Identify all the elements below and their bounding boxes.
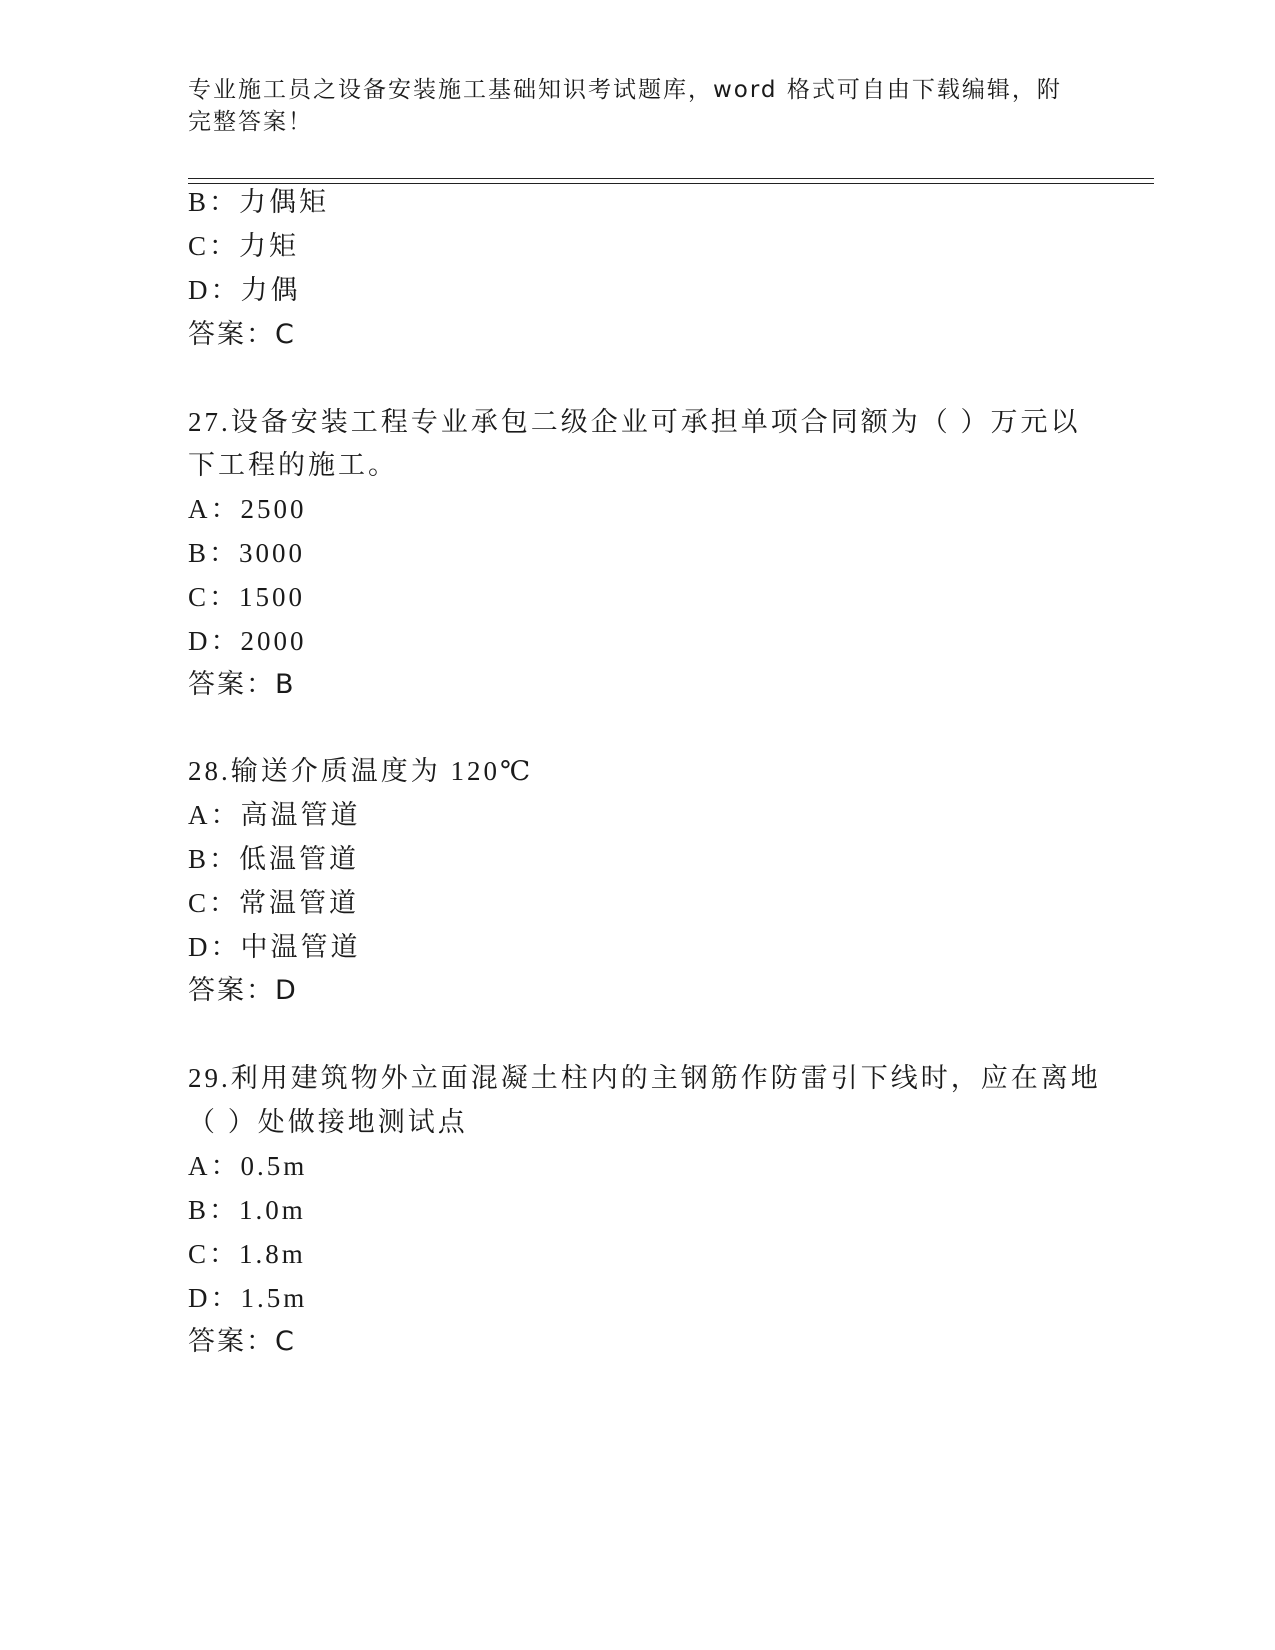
document-header	[188, 74, 1068, 138]
q29-option-b: B：1.0m	[188, 1195, 306, 1225]
q26-answer: 答案：C	[188, 319, 296, 350]
q28-option-b: B：低温管道	[188, 844, 360, 874]
header-rule-top	[188, 178, 1154, 179]
q27-option-c: C：1500	[188, 582, 306, 612]
q27-option-a: A：2500	[188, 494, 307, 524]
q29-answer: 答案：C	[188, 1326, 296, 1357]
q29-option-a: A：0.5m	[188, 1151, 308, 1181]
q27-answer: 答案：B	[188, 669, 296, 700]
q26-option-b: B：力偶矩	[188, 187, 330, 217]
q28-stem-line1: 28.输送介质温度为 120℃	[188, 756, 534, 786]
header-rule-bottom	[188, 183, 1154, 184]
q27-option-d: D：2000	[188, 626, 307, 656]
q28-answer: 答案：D	[188, 975, 298, 1006]
header-text: 专业施工员之设备安装施工基础知识考试题库，word 格式可自由下载编辑，附完整答案！	[188, 77, 1062, 135]
q28-option-c: C：常温管道	[188, 888, 360, 918]
q27-stem-line2: 下工程的施工。	[188, 450, 398, 480]
q27-option-b: B：3000	[188, 538, 306, 568]
q29-option-c: C：1.8m	[188, 1239, 306, 1269]
q28-option-a: A：高温管道	[188, 800, 361, 830]
q26-option-d: D：力偶	[188, 275, 301, 305]
q27-stem-line1: 27.设备安装工程专业承包二级企业可承担单项合同额为（ ）万元以	[188, 407, 1081, 437]
q28-option-d: D：中温管道	[188, 932, 361, 962]
q29-option-d: D：1.5m	[188, 1283, 308, 1313]
q26-option-c: C：力矩	[188, 231, 300, 261]
q29-stem-line2: （ ）处做接地测试点	[188, 1107, 468, 1137]
q29-stem-line1: 29.利用建筑物外立面混凝土柱内的主钢筋作防雷引下线时，应在离地	[188, 1063, 1101, 1093]
